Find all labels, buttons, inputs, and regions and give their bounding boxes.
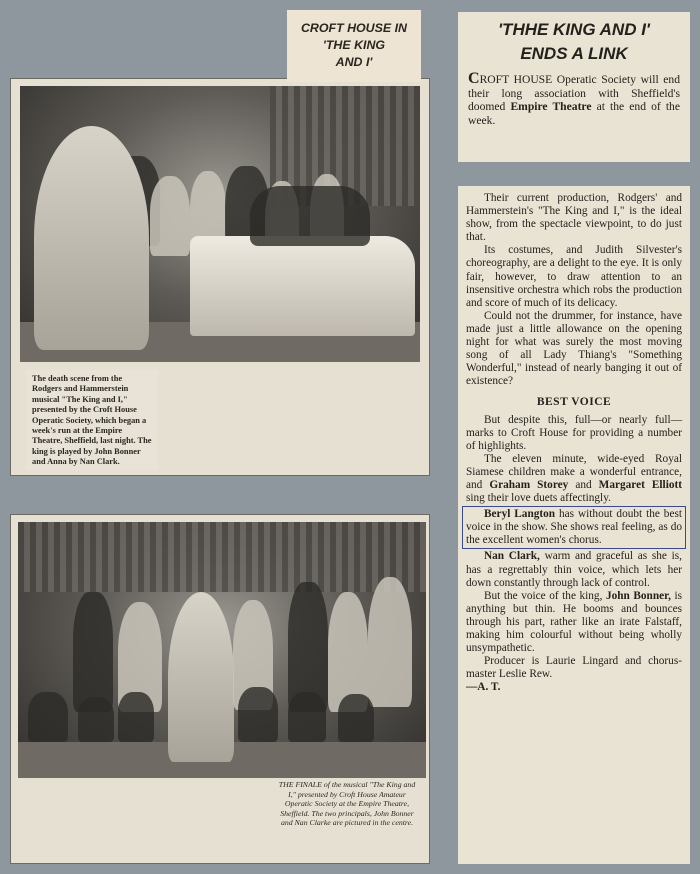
croft-headline-line-3: AND I': [335, 55, 373, 69]
p8-name: John Bonner,: [605, 589, 671, 602]
croft-headline-line-1: CROFT HOUSE IN: [300, 21, 407, 35]
croft-headline-line-2: 'THE KING: [322, 38, 386, 52]
article-headline-line-1: 'THHE KING AND I': [498, 20, 650, 39]
article-headline: [468, 18, 680, 66]
p7-name: Nan Clark,: [484, 550, 540, 563]
paragraph-8: [466, 590, 682, 655]
p5-name2: Margaret Elliott: [598, 478, 683, 491]
article-header: [458, 12, 690, 162]
paragraph-3: Could not the drummer, for instance, have made just a little allowance on the opening night for what was surely the most moving song of all Lady Thiang's "Something Wonderful," instead of nearly banging it out of existence?: [466, 309, 682, 388]
subhead-best-voice: BEST VOICE: [536, 396, 612, 409]
intro-text-b: at the end of the week.: [468, 100, 680, 127]
paragraph-9: Producer is Laurie Lingard and chorus-master Leslie Rew.: [466, 655, 682, 681]
photo-clipping-finale: [10, 514, 430, 864]
paragraph-2: Its costumes, and Judith Silvester's choreography, are a delight to the eye. It is only fair, however, to draw attention to an insensitive orchestra which robs the production and score of much of its delicacy.: [466, 244, 682, 309]
paragraph-6: [466, 508, 682, 547]
photo-clipping-death-scene: [10, 78, 430, 476]
p5-and: and: [568, 478, 599, 491]
death-scene-photo: [20, 86, 420, 362]
article-headline-line-2: ENDS A LINK: [520, 44, 628, 63]
paragraph-1: Their current production, Rodgers' and Hammerstein's "The King and I," is the ideal show, from the spectacle viewpoint, to do just that.: [466, 192, 682, 244]
p5-text: The eleven minute, wide-eyed Royal Siamese children make a wonderful entrance, and: [466, 452, 682, 491]
p7-text: warm and graceful as she is, has a regrettably thin voice, which lets her down constantly through lack of control.: [466, 550, 682, 589]
intro-bold: Empire Theatre: [510, 100, 592, 114]
finale-photo: [18, 522, 426, 778]
p8-text-a: But the voice of the king,: [484, 589, 606, 602]
p5-end: sing their love duets affectingly.: [466, 492, 611, 505]
article-intro: [468, 72, 680, 127]
paragraph-5: [466, 453, 682, 505]
croft-house-headline: [287, 10, 421, 82]
p5-name1: Graham Storey: [489, 478, 569, 491]
p6-name: Beryl Langton: [484, 508, 556, 521]
p8-text: is anything but thin. He booms and bounces through his part, rather like an irate Falstaff, making him colourful without being wholly unsympathetic.: [466, 589, 682, 655]
paragraph-4: But despite this, full—or nearly full—marks to Croft House for providing a number of highlights.: [466, 413, 682, 452]
highlighted-paragraph: [462, 506, 686, 549]
intro-text-a: ROFT HOUSE Operatic Society will end their long association with Sheffield's doomed: [468, 73, 680, 114]
article-body: [458, 186, 690, 864]
signature: —A. T.: [466, 681, 501, 694]
photo2-caption: THE FINALE of the musical "The King and I," presented by Croft House Amateur Operatic Society at the Empire Theatre, Sheffield. The two principals, John Bonner and Nan Clarke are pictured in the centre.: [278, 780, 416, 828]
photo1-caption: The death scene from the Rodgers and Hammerstein musical "The King and I," presented by the Croft House Operatic Society, which began a week's run at the Empire Theatre, Sheffield, last night. The king is played by John Bonner and Anna by Nan Clark.: [26, 370, 158, 470]
paragraph-7: [466, 550, 682, 589]
p6-text: has without doubt the best voice in the show. She shows real feeling, as do the excellent women's chorus.: [466, 508, 683, 547]
intro-drop-cap: C: [468, 70, 480, 87]
